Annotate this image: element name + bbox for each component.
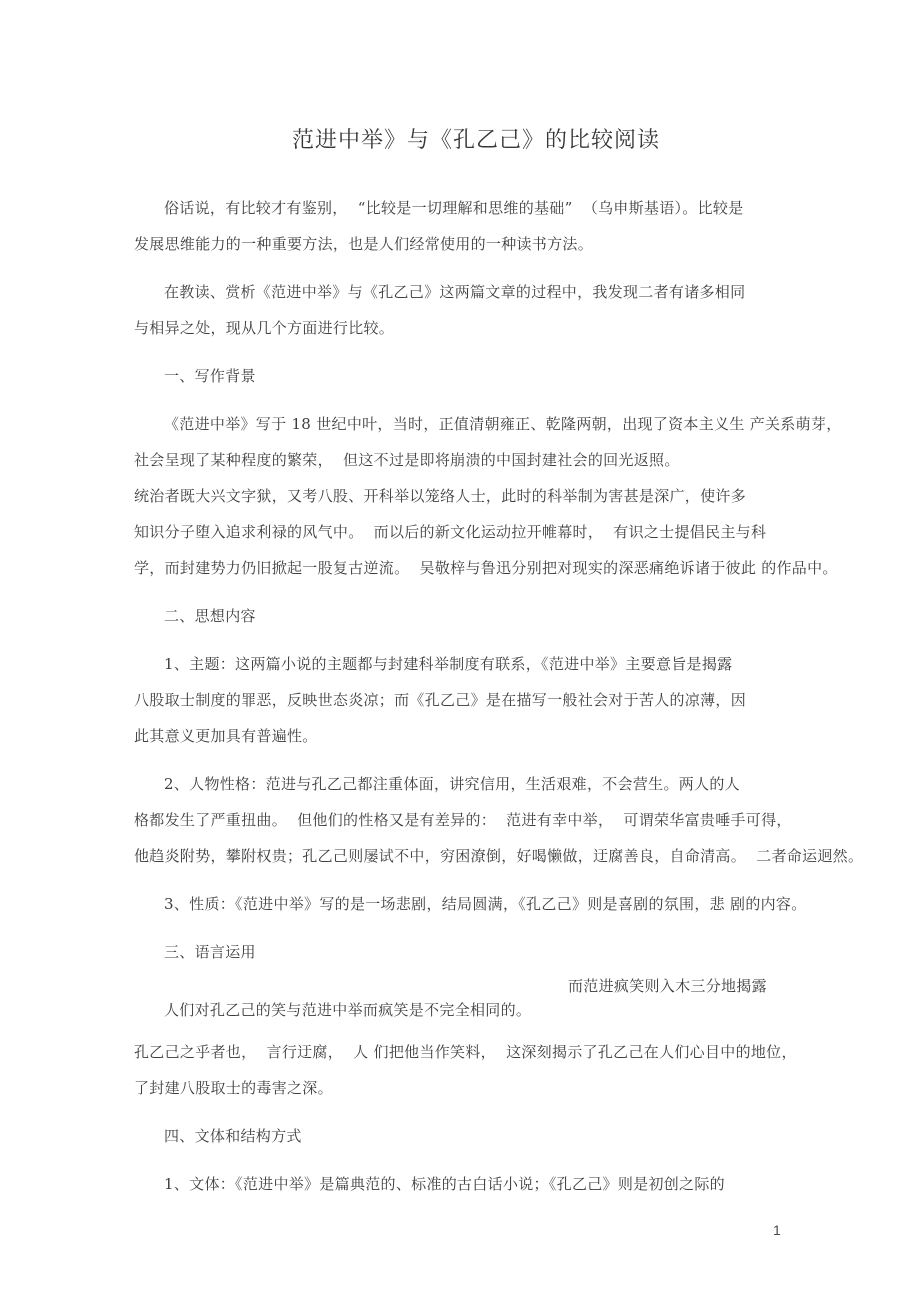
text-line: 1、主题：这两篇小说的主题都与封建科举制度有联系，《范进中举》主要意旨是揭露 bbox=[164, 655, 733, 673]
text-line: 学，而封建势力仍旧掀起一股复古逆流。 吴敬梓与鲁迅分别把对现实的深恶痛绝诉诸于彼此 的作品中。 bbox=[134, 559, 838, 577]
text-line: 人们对孔乙己的笑与范进中举而疯笑是不完全相同的。 bbox=[164, 1001, 532, 1019]
text-line: 与相异之处，现从几个方面进行比较。 bbox=[134, 319, 395, 337]
section-1-heading bbox=[134, 358, 818, 394]
text-line: 八股取士制度的罪恶，反映世态炎凉；而《孔乙己》是在描写一般社会对于苦人的凉薄，因 bbox=[134, 691, 747, 709]
document-content bbox=[134, 0, 864, 1202]
heading-text: 三、语言运用 bbox=[164, 943, 256, 961]
document-title: 范进中举》与《孔乙己》的比较阅读 bbox=[291, 128, 660, 153]
text-line: 俗话说，有比较才有鉴别， “比较是一切理解和思维的基础” （乌申斯基语）。比较是 bbox=[164, 199, 744, 217]
text-line: 2、人物性格：范进与孔乙己都注重体面，讲究信用，生活艰难，不会营生。两人的人 bbox=[164, 775, 740, 793]
section-2-paragraph-2 bbox=[134, 766, 864, 874]
section-3-offset-lines bbox=[134, 974, 818, 1022]
text-line: 1、文体：《范进中举》是篇典范的、标准的古白话小说；《孔乙己》则是初创之际的 bbox=[164, 1175, 725, 1193]
section-2-paragraph-1 bbox=[134, 646, 818, 754]
text-line: 发展思维能力的一种重要方法，也是人们经常使用的一种读书方法。 bbox=[134, 235, 594, 253]
text-line: 在教读、赏析《范进中举》与《孔乙己》这两篇文章的过程中，我发现二者有诸多相同 bbox=[164, 283, 746, 301]
heading-text: 二、思想内容 bbox=[164, 607, 256, 625]
text-line: 格都发生了严重扭曲。 但他们的性格又是有差异的： 范进有幸中举， 可谓荣华富贵唾手可得， bbox=[134, 811, 792, 829]
section-3-paragraph bbox=[134, 1034, 818, 1106]
text-line: 知识分子堕入追求利禄的风气中。 而以后的新文化运动拉开帷幕时， 有识之士提倡民主与科 bbox=[134, 523, 767, 541]
text-line: 《范进中举》写于 18 世纪中叶，当时，正值清朝雍正、乾隆两朝，出现了资本主义生 产关系萌芽， bbox=[164, 415, 842, 433]
text-line: 孔乙己之乎者也， 言行迂腐， 人 们把他当作笑料， 这深刻揭示了孔乙己在人们心目中的地位， bbox=[134, 1043, 797, 1061]
section-4-heading bbox=[134, 1118, 818, 1154]
paragraph-intro-2 bbox=[134, 274, 818, 346]
text-line: 他趋炎附势，攀附权贵；孔乙己则屡试不中，穷困潦倒，好喝懒做，迂腐善良，自命清高。 二者命运迥然。 bbox=[134, 847, 864, 865]
section-3-heading bbox=[134, 934, 818, 970]
section-2-paragraph-3 bbox=[134, 886, 818, 922]
text-line: 此其意义更加具有普遍性。 bbox=[134, 727, 318, 745]
text-line-offset-right: 而范进疯笑则入木三分地揭露 bbox=[568, 977, 767, 995]
text-line: 社会呈现了某种程度的繁荣， 但这不过是即将崩溃的中国封建社会的回光返照。 bbox=[134, 451, 680, 469]
text-line: 3、性质：《范进中举》写的是一场悲剧，结局圆满，《孔乙己》则是喜剧的氛围，悲 剧的内容。 bbox=[164, 895, 807, 913]
text-line: 了封建八股取士的毒害之深。 bbox=[134, 1079, 333, 1097]
section-2-heading bbox=[134, 598, 818, 634]
section-4-paragraph bbox=[134, 1166, 818, 1202]
heading-text: 一、写作背景 bbox=[164, 367, 256, 385]
section-1-paragraph bbox=[134, 406, 842, 586]
heading-text: 四、文体和结构方式 bbox=[164, 1127, 302, 1145]
text-line: 统治者既大兴文字狱，又考八股、开科举以笼络人士，此时的科举制为害甚是深广，使许多 bbox=[134, 487, 747, 505]
paragraph-intro-1 bbox=[134, 190, 818, 262]
page-number: 1 bbox=[773, 1222, 781, 1238]
